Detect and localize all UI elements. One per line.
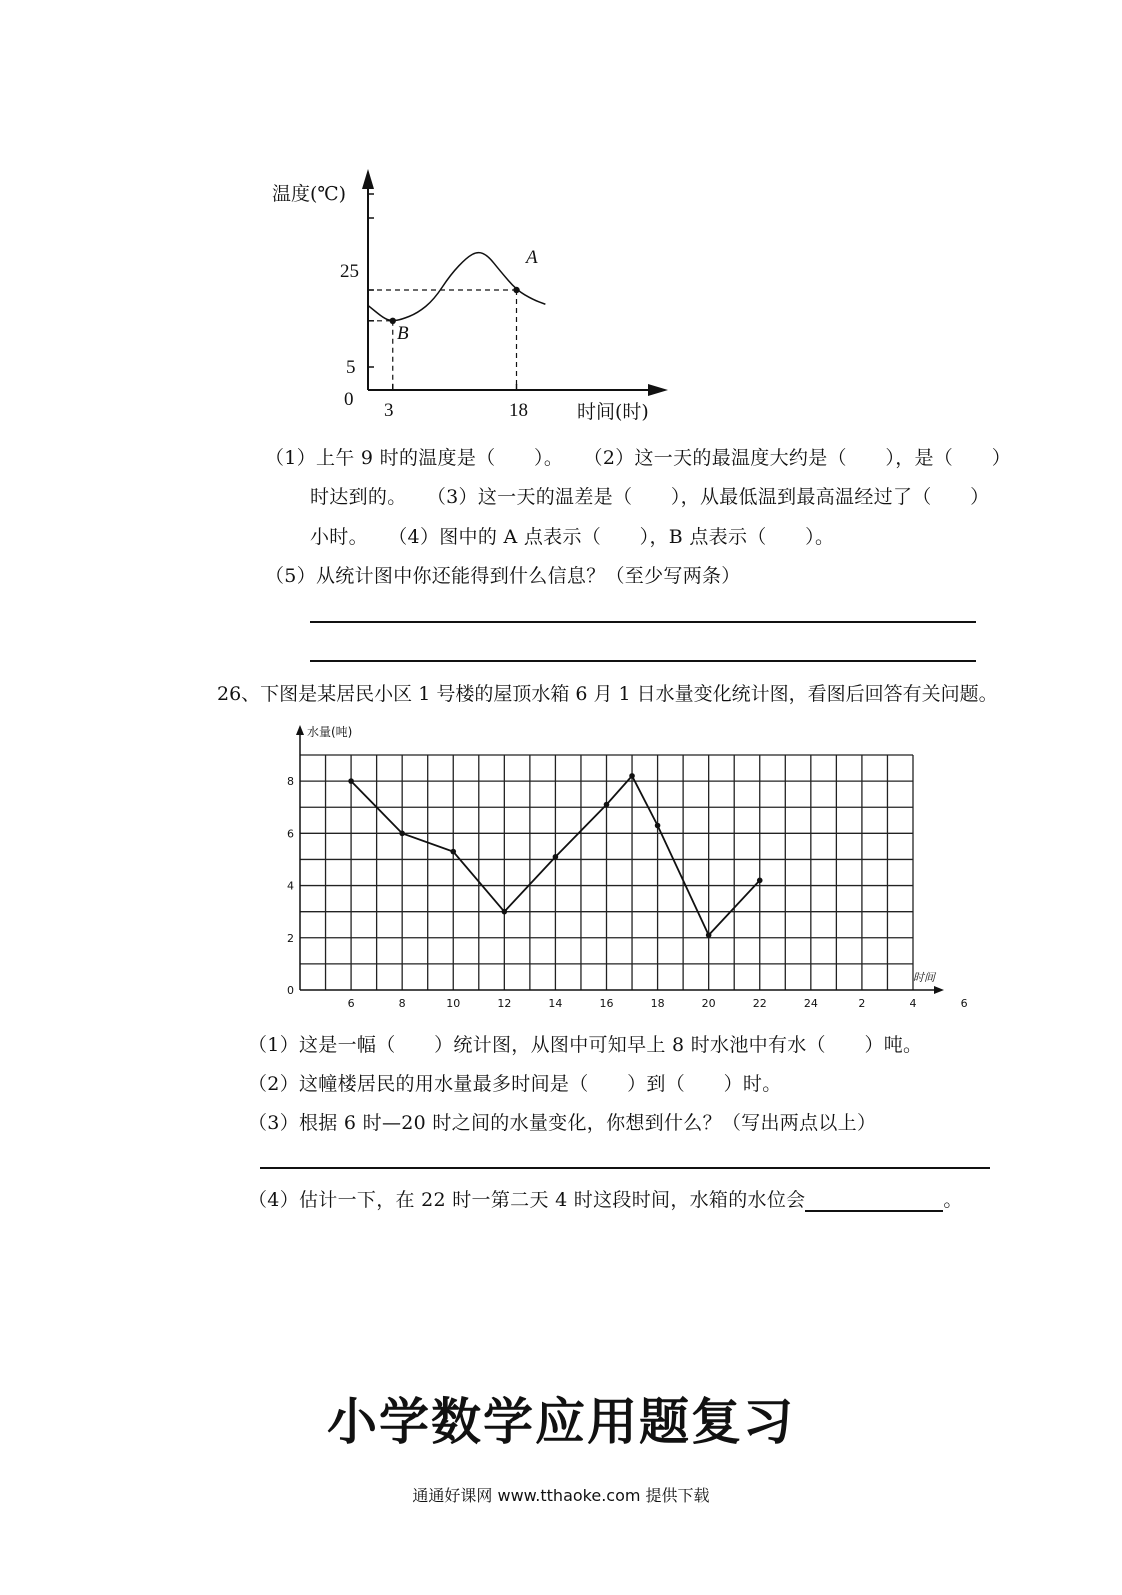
temperature-x-label: 时间(时) xyxy=(577,401,649,423)
x-tick-label: 6 xyxy=(960,997,968,1010)
point-b xyxy=(390,318,396,324)
footer-credit: 通通好课网 www.tthaoke.com 提供下载 xyxy=(412,1486,710,1505)
temperature-chart-axes xyxy=(362,169,668,396)
x-tick-label: 20 xyxy=(701,997,716,1010)
q26-part2: （2）这幢楼居民的用水量最多时间是（ ）到（ ）时。 xyxy=(248,1073,782,1095)
answer-line[interactable] xyxy=(310,660,976,662)
data-point xyxy=(553,854,559,860)
q25-part3: （3）这一天的温差是（ ），从最低温到最高温经过了（ ） xyxy=(426,486,990,508)
q25-part1: （1）上午 9 时的温度是（ ）。 xyxy=(265,447,564,469)
water-chart-grid xyxy=(300,755,913,990)
q26-part4-end: 。 xyxy=(943,1189,963,1211)
data-point xyxy=(629,773,635,779)
q25-part3-cont: 小时。 xyxy=(310,526,368,548)
x-tick-label: 10 xyxy=(446,997,461,1010)
x-tick-label: 6 xyxy=(347,997,355,1010)
y-axis-arrow xyxy=(296,725,304,735)
q26-part4: （4）估计一下，在 22 时一第二天 4 时这段时间，水箱的水位会 xyxy=(248,1189,806,1211)
y-axis-arrow xyxy=(362,169,374,189)
q26-intro: 26、下图是某居民小区 1 号楼的屋顶水箱 6 月 1 日水量变化统计图，看图后回答有关问题。 xyxy=(217,683,998,705)
temperature-chart xyxy=(260,160,700,430)
answer-blank[interactable] xyxy=(805,1190,943,1212)
y-tick-label: 8 xyxy=(287,775,294,789)
data-point xyxy=(399,831,405,837)
y-tick-25: 25 xyxy=(340,261,359,282)
temperature-y-label: 温度(℃) xyxy=(272,183,347,205)
water-x-label: 时间 xyxy=(913,971,935,984)
data-point xyxy=(604,802,610,808)
y-tick-label: 2 xyxy=(287,931,294,945)
x-tick-18: 18 xyxy=(509,400,528,421)
temperature-curve xyxy=(368,253,545,321)
data-point xyxy=(450,849,456,855)
x-axis-arrow xyxy=(934,986,944,994)
x-tick-3: 3 xyxy=(384,400,394,421)
y-tick-label: 6 xyxy=(287,827,294,841)
y-tick-label: 0 xyxy=(287,984,294,997)
q25-part2-cont: 时达到的。 xyxy=(310,486,407,508)
temperature-chart-guides xyxy=(368,290,517,390)
data-point xyxy=(655,823,661,829)
water-y-label: 水量(吨) xyxy=(307,725,353,739)
point-a xyxy=(513,287,519,293)
x-tick-label: 24 xyxy=(803,997,818,1010)
point-b-label: B xyxy=(397,323,409,344)
y-tick-label: 4 xyxy=(287,879,294,893)
x-tick-label: 16 xyxy=(599,997,614,1010)
q26-part3: （3）根据 6 时—20 时之间的水量变化，你想到什么？（写出两点以上） xyxy=(248,1112,877,1134)
x-tick-label: 8 xyxy=(398,997,406,1010)
point-a-label: A xyxy=(526,247,538,268)
data-point xyxy=(348,778,354,784)
water-level-chart xyxy=(280,720,968,1015)
x-tick-label: 18 xyxy=(650,997,665,1010)
x-axis-arrow xyxy=(648,384,668,396)
q25-part5: （5）从统计图中你还能得到什么信息？（至少写两条） xyxy=(265,565,741,587)
answer-line[interactable] xyxy=(310,621,976,623)
x-tick-label: 22 xyxy=(752,997,767,1010)
page-title: 小学数学应用题复习 xyxy=(327,1392,795,1451)
y-tick-5: 5 xyxy=(346,357,356,378)
q26-part1: （1）这是一幅（ ）统计图，从图中可知早上 8 时水池中有水（ ）吨。 xyxy=(248,1034,923,1056)
data-point xyxy=(502,909,508,915)
water-x-tick-labels xyxy=(348,997,968,1010)
y-tick-0: 0 xyxy=(344,389,354,410)
x-tick-label: 2 xyxy=(858,997,866,1010)
x-tick-label: 12 xyxy=(497,997,512,1010)
temperature-points xyxy=(390,287,520,324)
q25-part2: （2）这一天的最温度大约是（ ），是（ ） xyxy=(583,447,1012,469)
data-point xyxy=(706,932,712,938)
q25-part4: （4）图中的 A 点表示（ ），B 点表示（ ）。 xyxy=(388,526,835,548)
water-y-tick-labels xyxy=(287,775,294,997)
data-point xyxy=(757,878,763,884)
x-tick-label: 4 xyxy=(909,997,917,1010)
x-tick-label: 14 xyxy=(548,997,563,1010)
answer-line[interactable] xyxy=(260,1167,990,1169)
